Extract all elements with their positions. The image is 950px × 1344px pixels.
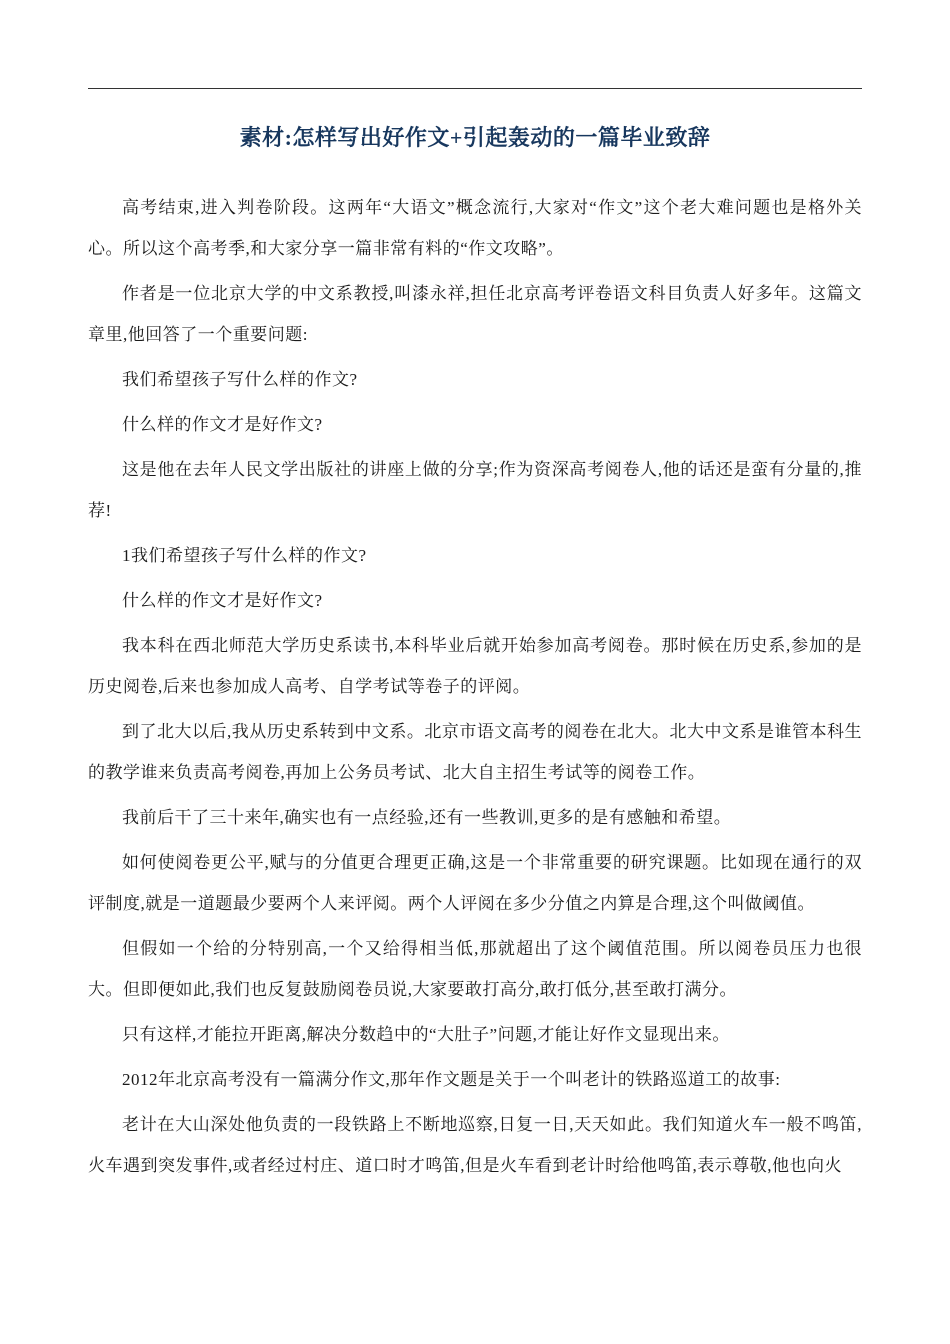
document-body	[88, 187, 862, 1186]
paragraph: 2012年北京高考没有一篇满分作文,那年作文题是关于一个叫老计的铁路巡道工的故事:	[122, 1070, 781, 1089]
paragraph: 只有这样,才能拉开距离,解决分数趋中的“大肚子”问题,才能让好作文显现出来。	[122, 1025, 730, 1044]
page-title: 素材:怎样写出好作文+引起轰动的一篇毕业致辞	[239, 125, 711, 150]
paragraph: 我们希望孩子写什么样的作文?	[122, 370, 358, 389]
paragraph: 1我们希望孩子写什么样的作文?	[122, 546, 367, 565]
paragraph: 什么样的作文才是好作文?	[122, 591, 323, 610]
paragraph: 如何使阅卷更公平,赋与的分值更合理更正确,这是一个非常重要的研究课题。比如现在通行的双评制度,就是一道题最少要两个人来评阅。两个人评阅在多少分值之内算是合理,这个叫做阈值。	[88, 853, 862, 913]
paragraph: 我前后干了三十来年,确实也有一点经验,还有一些教训,更多的是有感触和希望。	[122, 808, 732, 827]
paragraph: 高考结束,进入判卷阶段。这两年“大语文”概念流行,大家对“作文”这个老大难问题也是格外关心。所以这个高考季,和大家分享一篇非常有料的“作文攻略”。	[88, 198, 862, 258]
paragraph: 老计在大山深处他负责的一段铁路上不断地巡察,日复一日,天天如此。我们知道火车一般不鸣笛,火车遇到突发事件,或者经过村庄、道口时才鸣笛,但是火车看到老计时给他鸣笛,表示尊敬,他也向火	[88, 1115, 862, 1175]
paragraph: 作者是一位北京大学的中文系教授,叫漆永祥,担任北京高考评卷语文科目负责人好多年。这篇文章里,他回答了一个重要问题:	[88, 284, 862, 344]
paragraph: 什么样的作文才是好作文?	[122, 415, 323, 434]
paragraph: 到了北大以后,我从历史系转到中文系。北京市语文高考的阅卷在北大。北大中文系是谁管本科生的教学谁来负责高考阅卷,再加上公务员考试、北大自主招生考试等的阅卷工作。	[88, 722, 862, 782]
header-rule	[88, 88, 862, 89]
paragraph: 这是他在去年人民文学出版社的讲座上做的分享;作为资深高考阅卷人,他的话还是蛮有分量的,推荐!	[88, 460, 862, 520]
paragraph: 我本科在西北师范大学历史系读书,本科毕业后就开始参加高考阅卷。那时候在历史系,参加的是历史阅卷,后来也参加成人高考、自学考试等卷子的评阅。	[88, 636, 862, 696]
paragraph: 但假如一个给的分特别高,一个又给得相当低,那就超出了这个阈值范围。所以阅卷员压力也很大。但即便如此,我们也反复鼓励阅卷员说,大家要敢打高分,敢打低分,甚至敢打满分。	[88, 939, 862, 999]
